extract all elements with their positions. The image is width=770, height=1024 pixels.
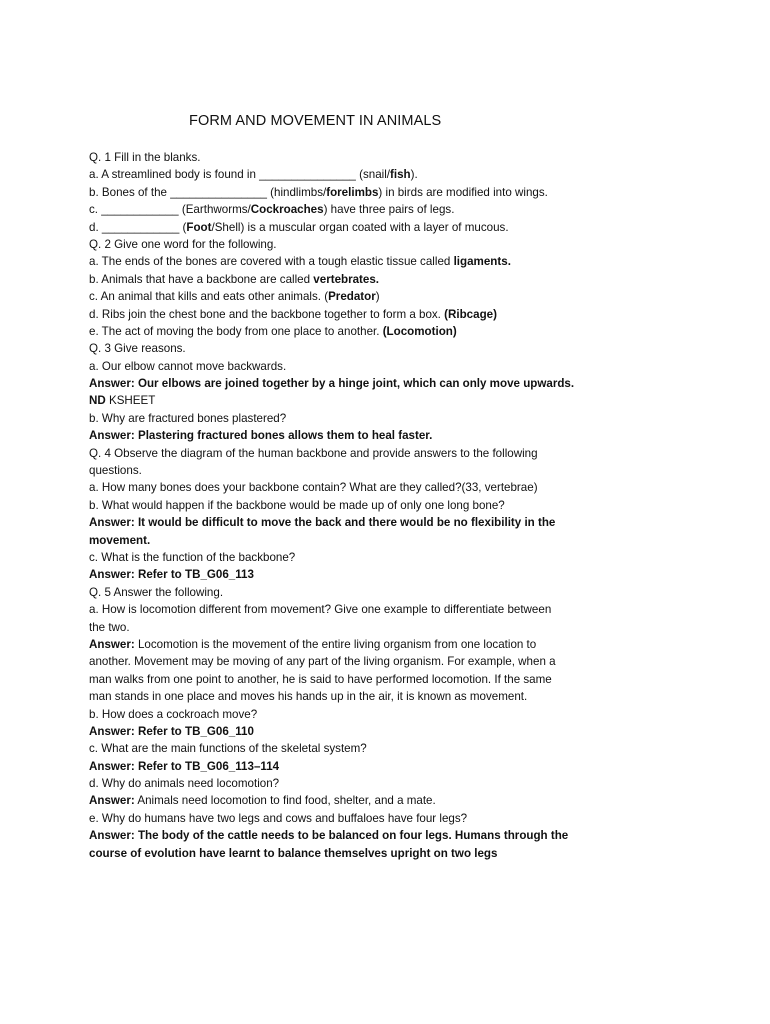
q5-a-answer-line4: man stands in one place and moves his hands up in the air, it is known as movement. bbox=[89, 690, 528, 704]
q5-e-answer-line1: Answer: The body of the cattle needs to be balanced on four legs. Humans through the bbox=[89, 829, 569, 843]
q4-a-question: a. How many bones does your backbone contain? What are they called?(33, vertebrae) bbox=[89, 481, 538, 495]
q1-c-text: c. ____________ (Earthworms/ bbox=[89, 203, 251, 217]
q1-d-text: d. ____________ ( bbox=[89, 220, 187, 234]
q3-b-answer: Answer: Plastering fractured bones allows them to heal faster. bbox=[89, 429, 433, 443]
q1-heading: Q. 1 Fill in the blanks. bbox=[89, 151, 201, 164]
q1-item-d bbox=[89, 219, 624, 236]
q4-heading-line2: questions. bbox=[89, 464, 142, 478]
q5-a-question-line1: a. How is locomotion different from movement? Give one example to differentiate between bbox=[89, 603, 552, 617]
q1-item-c bbox=[89, 201, 624, 218]
q1-b-text: b. Bones of the _______________ (hindlimbs/ bbox=[89, 185, 327, 199]
q5-a-answer-line1 bbox=[89, 636, 624, 653]
q1-d-answer: Foot bbox=[186, 220, 212, 234]
q5-a-answer-line2: another. Movement may be moving of any part of the living organism. For example, when a bbox=[89, 655, 556, 669]
q2-item-e bbox=[89, 323, 624, 340]
q2-c-text: c. An animal that kills and eats other animals. ( bbox=[89, 290, 329, 304]
q4-c-question: c. What is the function of the backbone? bbox=[89, 550, 296, 564]
q1-b-tail: ) in birds are modified into wings. bbox=[378, 185, 548, 199]
q4-b-answer-line1: Answer: It would be difficult to move the back and there would be no flexibility in the bbox=[89, 516, 556, 530]
q1-a-tail: ). bbox=[410, 168, 418, 182]
q4-b-question: b. What would happen if the backbone would be made up of only one long bone? bbox=[89, 498, 505, 512]
q1-item-b bbox=[89, 184, 624, 201]
q5-d-question: d. Why do animals need locomotion? bbox=[89, 777, 280, 791]
q5-c-question: c. What are the main functions of the skeletal system? bbox=[89, 742, 367, 756]
q4-heading-line1: Q. 4 Observe the diagram of the human backbone and provide answers to the following bbox=[89, 446, 538, 460]
q1-d-tail: /Shell) is a muscular organ coated with a layer of mucous. bbox=[211, 220, 509, 234]
page-title: FORM AND MOVEMENT IN ANIMALS bbox=[189, 113, 442, 129]
q2-e-answer: (Locomotion) bbox=[382, 324, 457, 338]
q1-b-answer: forelimbs bbox=[326, 185, 379, 199]
q4-c-answer: Answer: Refer to TB_G06_113 bbox=[89, 568, 254, 582]
q3-a-question: a. Our elbow cannot move backwards. bbox=[89, 359, 287, 373]
worksheet-content bbox=[89, 149, 624, 862]
q5-b-answer: Answer: Refer to TB_G06_110 bbox=[89, 724, 254, 738]
q3-a-answer: Answer: Our elbows are joined together by a hinge joint, which can only move upwards. bbox=[89, 377, 575, 391]
q2-d-answer: (Ribcage) bbox=[444, 307, 497, 321]
q2-c-answer: Predator bbox=[328, 290, 376, 304]
q2-item-a bbox=[89, 253, 624, 270]
q2-e-text: e. The act of moving the body from one place to another. bbox=[89, 324, 383, 338]
q5-d-answer bbox=[89, 792, 624, 809]
q3-b-question: b. Why are fractured bones plastered? bbox=[89, 411, 287, 425]
q3-artifact-bold: ND bbox=[89, 394, 106, 408]
q1-c-answer: Cockroaches bbox=[250, 203, 324, 217]
q5-a-answer-label: Answer: bbox=[89, 637, 135, 651]
q3-artifact-text: KSHEET bbox=[105, 394, 156, 408]
q1-a-text: a. A streamlined body is found in _______________ (snail/ bbox=[89, 168, 391, 182]
q5-b-question: b. How does a cockroach move? bbox=[89, 707, 258, 721]
q5-e-answer-line2: course of evolution have learnt to balance themselves upright on two legs bbox=[89, 846, 498, 860]
q2-c-tail: ) bbox=[375, 290, 380, 304]
q5-a-answer-text1: Locomotion is the movement of the entire living organism from one location to bbox=[134, 637, 537, 651]
q1-c-tail: ) have three pairs of legs. bbox=[323, 203, 455, 217]
q2-d-text: d. Ribs join the chest bone and the backbone together to form a box. bbox=[89, 307, 445, 321]
q3-heading: Q. 3 Give reasons. bbox=[89, 342, 186, 356]
q2-heading: Q. 2 Give one word for the following. bbox=[89, 237, 277, 251]
q2-b-answer: vertebrates. bbox=[313, 272, 380, 286]
q2-item-d bbox=[89, 306, 624, 323]
q2-item-b bbox=[89, 271, 624, 288]
q5-e-question: e. Why do humans have two legs and cows and buffaloes have four legs? bbox=[89, 811, 468, 825]
q2-item-c bbox=[89, 288, 624, 305]
q5-d-answer-label: Answer: bbox=[89, 794, 135, 808]
q5-c-answer: Answer: Refer to TB_G06_113–114 bbox=[89, 759, 280, 773]
q5-d-answer-text: Animals need locomotion to find food, shelter, and a mate. bbox=[134, 794, 436, 808]
q5-heading: Q. 5 Answer the following. bbox=[89, 585, 224, 599]
q4-b-answer-line2: movement. bbox=[89, 533, 151, 547]
q5-a-answer-line3: man walks from one point to another, he is said to have performed locomotion. If the same bbox=[89, 672, 552, 686]
q3-artifact-line bbox=[89, 392, 624, 409]
q2-b-text: b. Animals that have a backbone are called bbox=[89, 272, 314, 286]
q2-a-text: a. The ends of the bones are covered with a tough elastic tissue called bbox=[89, 255, 454, 269]
q5-a-question-line2: the two. bbox=[89, 620, 130, 634]
q2-a-answer: ligaments. bbox=[453, 255, 511, 269]
q1-a-answer: fish bbox=[390, 168, 411, 182]
q1-item-a bbox=[89, 166, 624, 183]
